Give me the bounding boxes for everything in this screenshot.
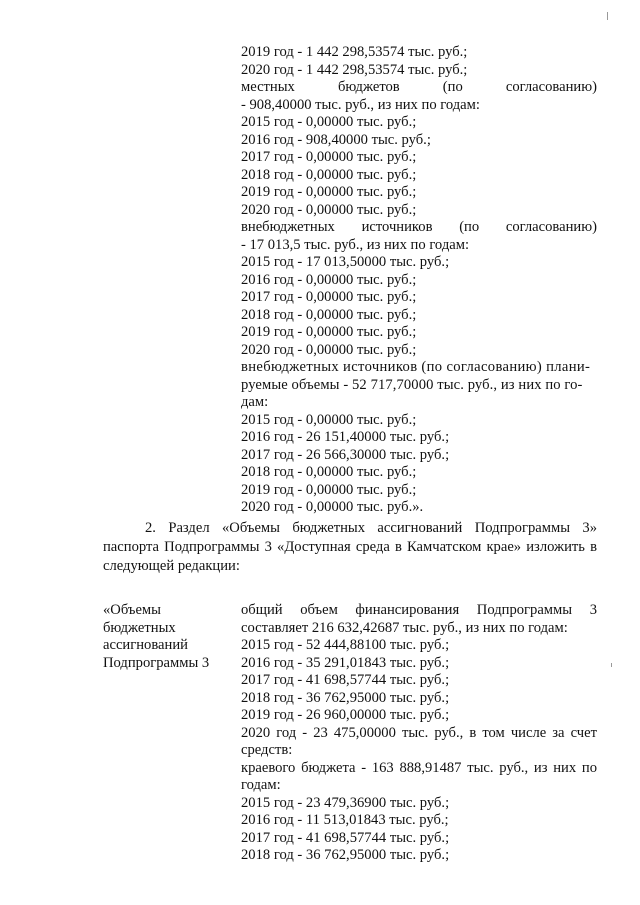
year-line: 2018 год - 0,00000 тыс. руб.; bbox=[241, 306, 417, 323]
year-line: 2020 год - 0,00000 тыс. руб.». bbox=[241, 499, 424, 515]
year-line: 2017 год - 41 698,57744 тыс. руб.; bbox=[241, 829, 450, 846]
year-2020-line: 2020 год - 23 475,00000 тыс. руб., в том числе за счет средств: bbox=[241, 724, 597, 758]
label-line: ассигнований bbox=[103, 637, 188, 653]
text-line: 2020 год - 1 442 298,53574 тыс. руб.; bbox=[241, 61, 468, 78]
planned-line-2: руемые объемы - 52 717,70000 тыс. руб., из них по го- bbox=[241, 376, 583, 393]
local-budgets-total: - 908,40000 тыс. руб., из них по годам: bbox=[241, 96, 480, 113]
year-line: 2016 год - 11 513,01843 тыс. руб.; bbox=[241, 812, 449, 828]
year-line: 2015 год - 0,00000 тыс. руб.; bbox=[241, 114, 417, 130]
year-line: 2016 год - 908,40000 тыс. руб.; bbox=[241, 131, 431, 148]
year-line: 2015 год - 0,00000 тыс. руб.; bbox=[241, 411, 417, 428]
year-line: 2018 год - 0,00000 тыс. руб.; bbox=[241, 464, 417, 480]
word: местных bbox=[241, 79, 295, 95]
year-line: 2017 год - 26 566,30000 тыс. руб.; bbox=[241, 446, 450, 463]
extra-sources-total: - 17 013,5 тыс. руб., из них по годам: bbox=[241, 236, 470, 253]
year-line: 2016 год - 35 291,01843 тыс. руб.; bbox=[241, 654, 450, 671]
extra-sources-heading-line bbox=[241, 219, 597, 237]
year-line: 2020 год - 0,00000 тыс. руб.; bbox=[241, 341, 417, 358]
scan-speck bbox=[607, 12, 608, 20]
label-line: бюджетных bbox=[103, 619, 176, 636]
year-line: 2017 год - 0,00000 тыс. руб.; bbox=[241, 289, 417, 305]
year-line: 2017 год - 41 698,57744 тыс. руб.; bbox=[241, 672, 450, 688]
word: внебюджетных bbox=[241, 219, 335, 235]
funding-continuation-block bbox=[241, 44, 597, 517]
word: бюджетов bbox=[337, 79, 400, 95]
year-line: 2019 год - 0,00000 тыс. руб.; bbox=[241, 324, 417, 340]
text-line: 2019 год - 1 442 298,53574 тыс. руб.; bbox=[241, 44, 468, 60]
section-2-paragraph: 2. Раздел «Объемы бюджетных ассигнований Подпрограммы 3» паспорта Подпрограммы 3 «Доступная среда в Камчатском крае» изложить в следующей редакции: bbox=[103, 520, 597, 574]
label-line: Подпрограммы 3 bbox=[103, 654, 210, 671]
year-line: 2015 год - 17 013,50000 тыс. руб.; bbox=[241, 254, 450, 270]
planned-line-1: внебюджетных источников (по согласованию) плани- bbox=[241, 359, 591, 375]
funding-label-column bbox=[103, 602, 233, 672]
label-line: «Объемы bbox=[103, 602, 161, 618]
year-line: 2019 год - 0,00000 тыс. руб.; bbox=[241, 481, 417, 498]
scan-speck bbox=[611, 663, 612, 667]
funding-details-column bbox=[241, 602, 597, 865]
year-line: 2017 год - 0,00000 тыс. руб.; bbox=[241, 149, 417, 165]
total-funding-intro: общий объем финансирования Подпрограммы 3 составляет 216 632,42687 тыс. руб., из них по годам: bbox=[241, 602, 597, 636]
word: согласованию) bbox=[505, 219, 597, 235]
year-line: 2018 год - 0,00000 тыс. руб.; bbox=[241, 166, 417, 183]
year-line: 2015 год - 52 444,88100 тыс. руб.; bbox=[241, 637, 450, 653]
year-line: 2015 год - 23 479,36900 тыс. руб.; bbox=[241, 794, 450, 811]
year-line: 2016 год - 26 151,40000 тыс. руб.; bbox=[241, 429, 450, 445]
word: источников bbox=[361, 219, 433, 235]
year-line: 2016 год - 0,00000 тыс. руб.; bbox=[241, 271, 417, 288]
year-line: 2019 год - 26 960,00000 тыс. руб.; bbox=[241, 707, 450, 723]
local-budgets-heading-line bbox=[241, 79, 597, 97]
year-line: 2019 год - 0,00000 тыс. руб.; bbox=[241, 184, 417, 200]
year-line: 2020 год - 0,00000 тыс. руб.; bbox=[241, 201, 417, 218]
word: согласованию) bbox=[505, 79, 597, 95]
word: (по bbox=[442, 79, 463, 95]
word: (по bbox=[459, 219, 480, 235]
planned-line-3: дам: bbox=[241, 394, 269, 410]
year-line: 2018 год - 36 762,95000 тыс. руб.; bbox=[241, 689, 450, 706]
year-line: 2018 год - 36 762,95000 тыс. руб.; bbox=[241, 847, 450, 863]
regional-budget-line: краевого бюджета - 163 888,91487 тыс. руб., из них по годам: bbox=[241, 759, 597, 793]
